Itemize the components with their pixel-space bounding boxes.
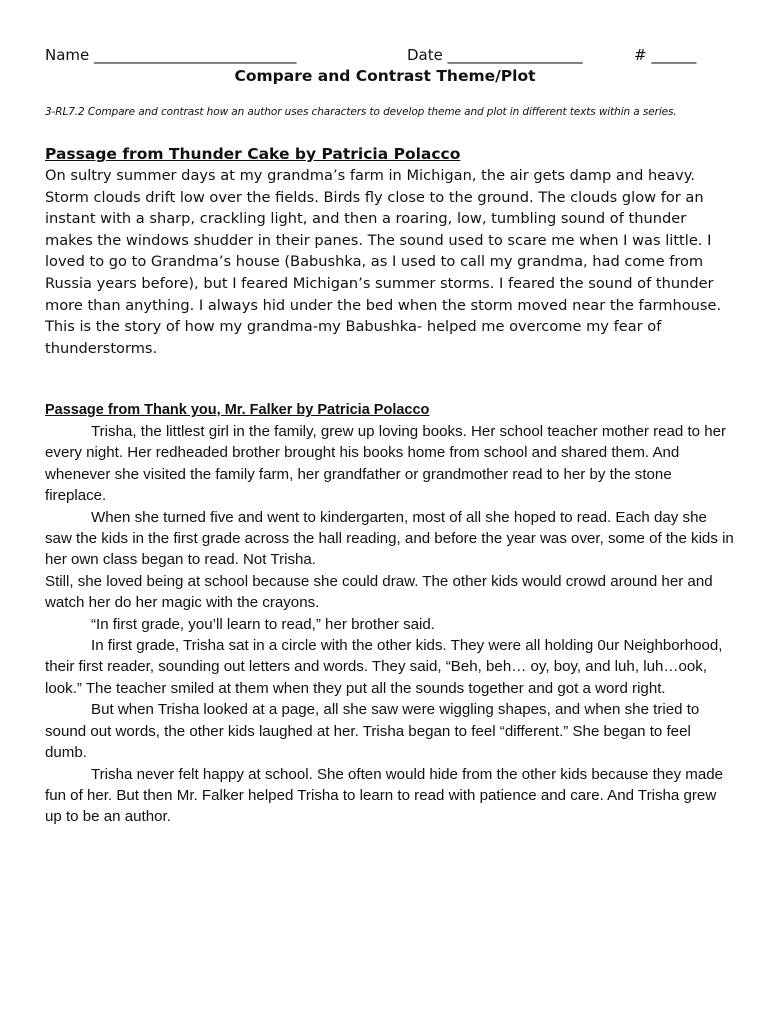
passage2-paragraph: But when Trisha looked at a page, all she saw were wiggling shapes, and when she tried to sound out words, the other kids laughed at her. Trisha began to feel “different.” She began to feel dumb. [45, 701, 700, 762]
passage1-text: On sultry summer days at my grandma’s farm in Michigan, the air gets damp and heavy. Storm clouds drift low over the fields. Birds fly close to the ground. The clouds glow for an instant with a sharp, crackling light, and then a roaring, low, tumbling sound of thunder makes the windows shudder in their panes. The sound used to scare me when I was little. I loved to go to Grandma’s house (Babushka, as I used to call my grandma, had come from Russia years before), but I feared Michigan’s summer storms. I feared the sound of thunder more than anything. I always hid under the bed when the storm moved near the farmhouse. This is the story of how my grandma-my Babushka- helped me overcome my fear of thunderstorms. [45, 167, 722, 357]
passage2-paragraph: Trisha, the littlest girl in the family, grew up loving books. Her school teacher mother read to her every night. Her redheaded brother brought his books home from school and shared them. And whenever she visited the family farm, her grandfather or grandmother read to her by the stone fireplace. [45, 423, 727, 505]
passage2-paragraph: Trisha never felt happy at school. She often would hide from the other kids because they made fun of her. But then Mr. Falker helped Trisha to learn to read with patience and care. And Trisha grew up to be an author. [45, 765, 724, 826]
header-row [45, 46, 725, 66]
page-title: Compare and Contrast Theme/Plot [234, 67, 536, 85]
passage2-paragraph: “In first grade, you’ll learn to read,” her brother said. [91, 615, 435, 633]
passage1-heading: Passage from Thunder Cake by Patricia Polacco [45, 145, 461, 163]
passage2-paragraph: Still, she loved being at school because she could draw. The other kids would crowd around her and watch her do her magic with the crayons. [45, 572, 713, 612]
date-field[interactable]: Date __________________ [407, 46, 583, 64]
name-field[interactable]: Name ___________________________ [45, 46, 297, 64]
passage1-body [45, 165, 735, 359]
number-field[interactable]: # ______ [634, 46, 697, 64]
passage2-paragraph: In first grade, Trisha sat in a circle with the other kids. They were all holding 0ur Neighborhood, their first reader, sounding out letters and words. They said, “Beh, beh… oy, boy, and luh, luh…ook, look.” The teacher smiled at them when they put all the sounds together and got a word right. [45, 637, 723, 697]
passage2-paragraph: When she turned five and went to kindergarten, most of all she hoped to read. Each day she saw the kids in the first grade across the hall reading, and before the year was over, some of the kids in her own class began to read. Not Trisha. [45, 508, 734, 569]
standard-description: 3-RL7.2 Compare and contrast how an author uses characters to develop theme and plot in different texts within a series. [45, 106, 677, 118]
passage2-heading: Passage from Thank you, Mr. Falker by Patricia Polacco [45, 402, 430, 418]
passage2-body [45, 421, 735, 828]
